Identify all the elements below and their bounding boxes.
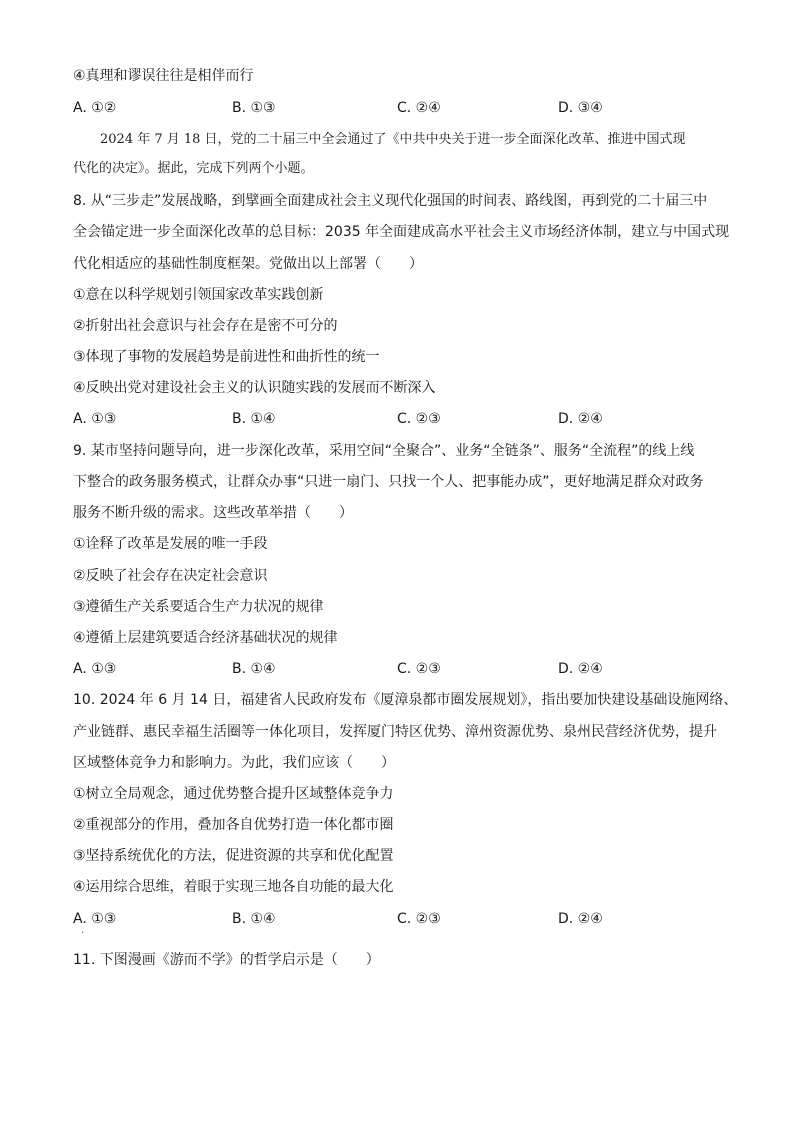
- q9-item-4: ④遵循上层建筑要适合经济基础状况的规律: [73, 630, 338, 646]
- q8-option-b: B. ①④: [232, 411, 276, 427]
- q10-item-4: ④运用综合思维，着眼于实现三地各自功能的最大化: [73, 879, 394, 895]
- q8-stem-line-2: 全会锚定进一步全面深化改革的总目标：2035 年全面建成高水平社会主义市场经济体制，建立与中国式现: [73, 224, 730, 240]
- q8-item-4: ④反映出党对建设社会主义的认识随实践的发展而不断深入: [73, 380, 436, 396]
- q9-option-c: C. ②③: [397, 661, 441, 677]
- q8-stem-line-3: 代化相适应的基础性制度框架。党做出以上部署（ ）: [73, 256, 423, 272]
- q7-option-d: D. ③④: [558, 100, 603, 116]
- q9-stem-line-3: 服务不断升级的需求。这些改革举措（ ）: [73, 505, 353, 521]
- q10-item-2: ②重视部分的作用，叠加各自优势打造一体化都市圈: [73, 817, 394, 833]
- q9-option-a: A. ①③: [73, 661, 117, 677]
- q11-stem-line-1: 11. 下图漫画《游而不学》的哲学启示是（ ）: [73, 952, 380, 968]
- q8-item-2: ②折射出社会意识与社会存在是密不可分的: [73, 318, 338, 334]
- q9-option-b: B. ①④: [232, 661, 276, 677]
- q10-stem-line-3: 区域整体竞争力和影响力。为此，我们应该（ ）: [73, 755, 395, 771]
- q9-option-d: D. ②④: [558, 661, 603, 677]
- q10-item-1: ①树立全局观念，通过优势整合提升区域整体竞争力: [73, 786, 394, 802]
- q7-option-c: C. ②④: [397, 100, 441, 116]
- q8-option-d: D. ②④: [558, 411, 603, 427]
- passage-line-2: 代化的决定》。据此，完成下列两个小题。: [73, 161, 314, 176]
- q10-option-b: B. ①④: [232, 911, 276, 927]
- passage-line-1: 2024 年 7 月 18 日，党的二十届三中全会通过了《中共中央关于进一步全面深化改革、推进中国式现: [100, 132, 686, 147]
- q8-stem-line-1: 8. 从“三步走”发展战略，到擘画全面建成社会主义现代化强国的时间表、路线图，再到党的二十届三中: [73, 193, 708, 209]
- q10-stem-line-1: 10. 2024 年 6 月 14 日，福建省人民政府发布《厦漳泉都市圈发展规划》，指出要加快建设基础设施网络、: [73, 692, 738, 708]
- q10-option-c: C. ②③: [397, 911, 441, 927]
- q9-stem-line-1: 9. 某市坚持问题导向，进一步深化改革，采用空间“全聚合”、业务“全链条”、服务“全流程”的线上线: [73, 443, 695, 459]
- q10-item-3: ③坚持系统优化的方法，促进资源的共享和优化配置: [73, 848, 394, 864]
- q8-option-a: A. ①③: [73, 411, 117, 427]
- q10-option-a: A. ①③: [73, 911, 117, 927]
- q8-item-1: ①意在以科学规划引领国家改革实践创新: [73, 287, 324, 303]
- q8-item-3: ③体现了事物的发展趋势是前进性和曲折性的统一: [73, 349, 380, 365]
- q10-option-d: D. ②④: [558, 911, 603, 927]
- q7-option-b: B. ①③: [232, 100, 276, 116]
- q9-item-1: ①诠释了改革是发展的唯一手段: [73, 536, 268, 552]
- q9-stem-line-2: 下整合的政务服务模式，让群众办事“只进一扇门、只找一个人、把事能办成”，更好地满足群众对政务: [73, 474, 704, 490]
- stray-dot-mark: ·: [81, 928, 85, 939]
- q9-item-2: ②反映了社会存在决定社会意识: [73, 568, 268, 584]
- q8-option-c: C. ②③: [397, 411, 441, 427]
- q9-item-3: ③遵循生产关系要适合生产力状况的规律: [73, 599, 324, 615]
- q10-stem-line-2: 产业链群、惠民幸福生活圈等一体化项目，发挥厦门特区优势、漳州资源优势、泉州民营经济优势，提升: [73, 724, 717, 740]
- q7-option-a: A. ①②: [73, 100, 117, 116]
- q7-item-4: ④真理和谬误往往是相伴而行: [73, 68, 254, 84]
